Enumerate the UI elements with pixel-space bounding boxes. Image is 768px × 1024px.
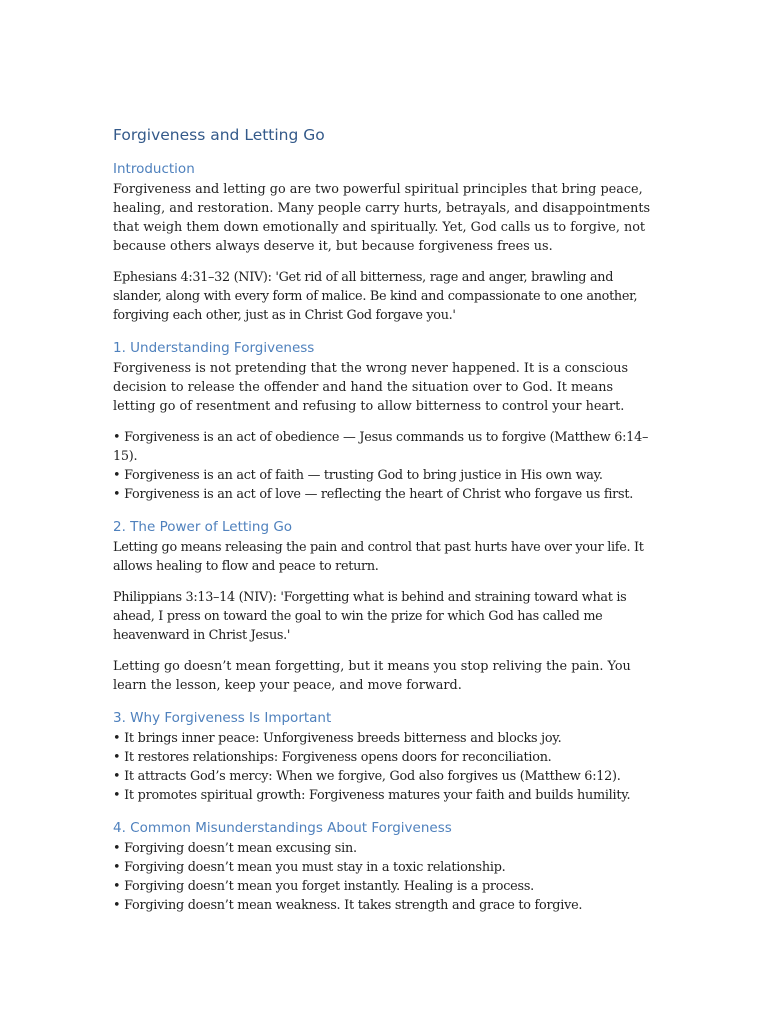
section-1-bullet-list	[113, 428, 658, 504]
list-item: • Forgiving doesn’t mean you must stay in a toxic relationship.	[113, 860, 506, 875]
list-item: • Forgiving doesn’t mean weakness. It takes strength and grace to forgive.	[113, 898, 583, 913]
list-item: • Forgiving doesn’t mean excusing sin.	[113, 841, 357, 856]
list-item: • Forgiveness is an act of faith — trusting God to bring justice in His own way.	[113, 468, 603, 483]
section-1-heading: 1. Understanding Forgiveness	[113, 340, 315, 356]
list-item: • Forgiveness is an act of obedience — Jesus commands us to forgive (Matthew 6:14–15).	[113, 430, 649, 464]
list-item: • It attracts God’s mercy: When we forgive, God also forgives us (Matthew 6:12).	[113, 769, 621, 784]
section-2-paragraph: Letting go means releasing the pain and control that past hurts have over your life. It allows healing to flow and peace to return.	[113, 540, 644, 574]
section-2-scripture: Philippians 3:13–14 (NIV): 'Forgetting what is behind and straining toward what is ahead, I press on toward the goal to win the prize for which God has called me heavenward in Christ Jesus.'	[113, 590, 627, 643]
section-2-closing: Letting go doesn’t mean forgetting, but it means you stop reliving the pain. You learn the lesson, keep your peace, and move forward.	[113, 659, 631, 693]
list-item: • It promotes spiritual growth: Forgiveness matures your faith and builds humility.	[113, 788, 631, 803]
document-page	[113, 124, 658, 927]
section-1-paragraph: Forgiveness is not pretending that the wrong never happened. It is a conscious decision to release the offender and hand the situation over to God. It means letting go of resentment and refusing to allow bitterness to control your heart.	[113, 361, 629, 414]
list-item: • It brings inner peace: Unforgiveness breeds bitterness and blocks joy.	[113, 731, 562, 746]
list-item: • Forgiving doesn’t mean you forget instantly. Healing is a process.	[113, 879, 534, 894]
list-item: • Forgiveness is an act of love — reflecting the heart of Christ who forgave us first.	[113, 487, 634, 502]
intro-heading: Introduction	[113, 161, 195, 177]
document-title: Forgiveness and Letting Go	[113, 126, 325, 144]
section-3-bullet-list	[113, 729, 658, 805]
list-item: • It restores relationships: Forgiveness opens doors for reconciliation.	[113, 750, 552, 765]
section-2-heading: 2. The Power of Letting Go	[113, 519, 293, 535]
section-4-heading: 4. Common Misunderstandings About Forgiveness	[113, 820, 452, 836]
section-4-bullet-list	[113, 839, 658, 915]
intro-scripture: Ephesians 4:31–32 (NIV): 'Get rid of all bitterness, rage and anger, brawling and slander, along with every form of malice. Be kind and compassionate to one another, forgiving each other, just as in Christ God forgave you.'	[113, 270, 638, 323]
section-3-heading: 3. Why Forgiveness Is Important	[113, 710, 332, 726]
intro-paragraph: Forgiveness and letting go are two powerful spiritual principles that bring peace, healing, and restoration. Many people carry hurts, betrayals, and disappointments that weigh them down emotionally and spiritually. Yet, God calls us to forgive, not because others always deserve it, but because forgiveness frees us.	[113, 182, 651, 254]
